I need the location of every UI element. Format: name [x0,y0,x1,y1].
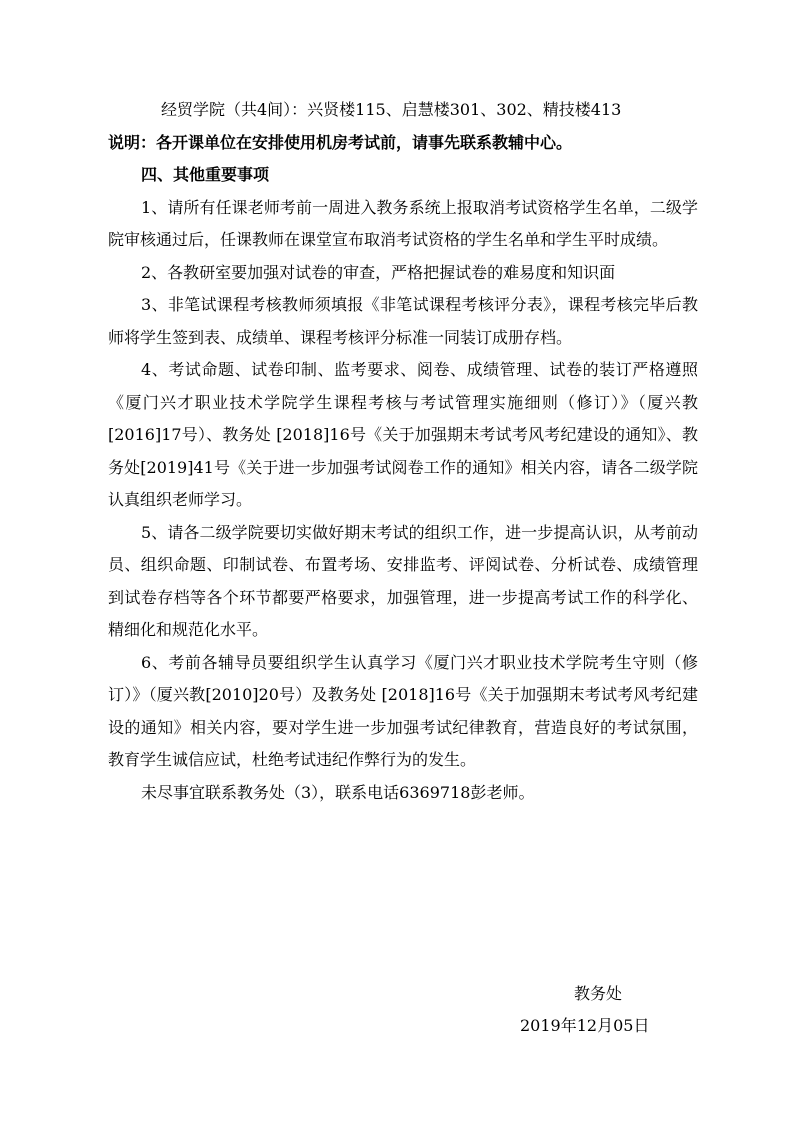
item-5: 5、请各二级学院要切实做好期末考试的组织工作，进一步提高认识，从考前动员、组织命题、印制试卷、布置考场、安排监考、评阅试卷、分析试卷、成绩管理到试卷存档等各个环节都要严格要求，加强管理，进一步提高考试工作的科学化、精细化和规范化水平。 [108,522,698,639]
section-heading: 四、其他重要事项 [141,165,270,184]
item-4: 4、考试命题、试卷印制、监考要求、阅卷、成绩管理、试卷的装订严格遵照《厦门兴才职业技术学院学生课程考核与考试管理实施细则（修订）》（厦兴教[2016]17号）、教务处 [2018]16号《关于加强期末考试考风考纪建设的通知》、教务处[2019]41号《关于进一步加强考试阅卷工作的通知》相关内容，请各二级学院认真组织老师学习。 [108,360,698,509]
item-6: 6、考前各辅导员要组织学生认真学习《厦门兴才职业技术学院考生守则（修订）》（厦兴教[2010]20号）及教务处 [2018]16号《关于加强期末考试考风考纪建设的通知》相关内容，要对学生进一步加强考试纪律教育，营造良好的考试氛围，教育学生诚信应试，杜绝考试违纪作弊行为的发生。 [108,652,698,769]
note-line: 说明：各开课单位在安排使用机房考试前，请事先联系教辅中心。 [108,132,573,152]
signature-date: 2019年12月05日 [520,1016,650,1035]
closing-line: 未尽事宜联系教务处（3），联系电话6369718彭老师。 [141,782,535,802]
document-body [108,94,698,809]
item-2: 2、各教研室要加强对试卷的审查，严格把握试卷的难易度和知识面 [141,262,616,282]
item-3: 3、非笔试课程考核教师须填报《非笔试课程考核评分表》，课程考核完毕后教师将学生签到表、成绩单、课程考核评分标准一同装订成册存档。 [108,295,698,347]
signature-department: 教务处 [574,984,623,1003]
lab-rooms-line: 经贸学院（共4间）：兴贤楼115、启慧楼301、302、精技楼413 [161,100,622,119]
item-1: 1、请所有任课老师考前一周进入教务系统上报取消考试资格学生名单，二级学院审核通过后，任课教师在课堂宣布取消考试资格的学生名单和学生平时成绩。 [108,197,698,249]
signature-block [500,978,700,1042]
